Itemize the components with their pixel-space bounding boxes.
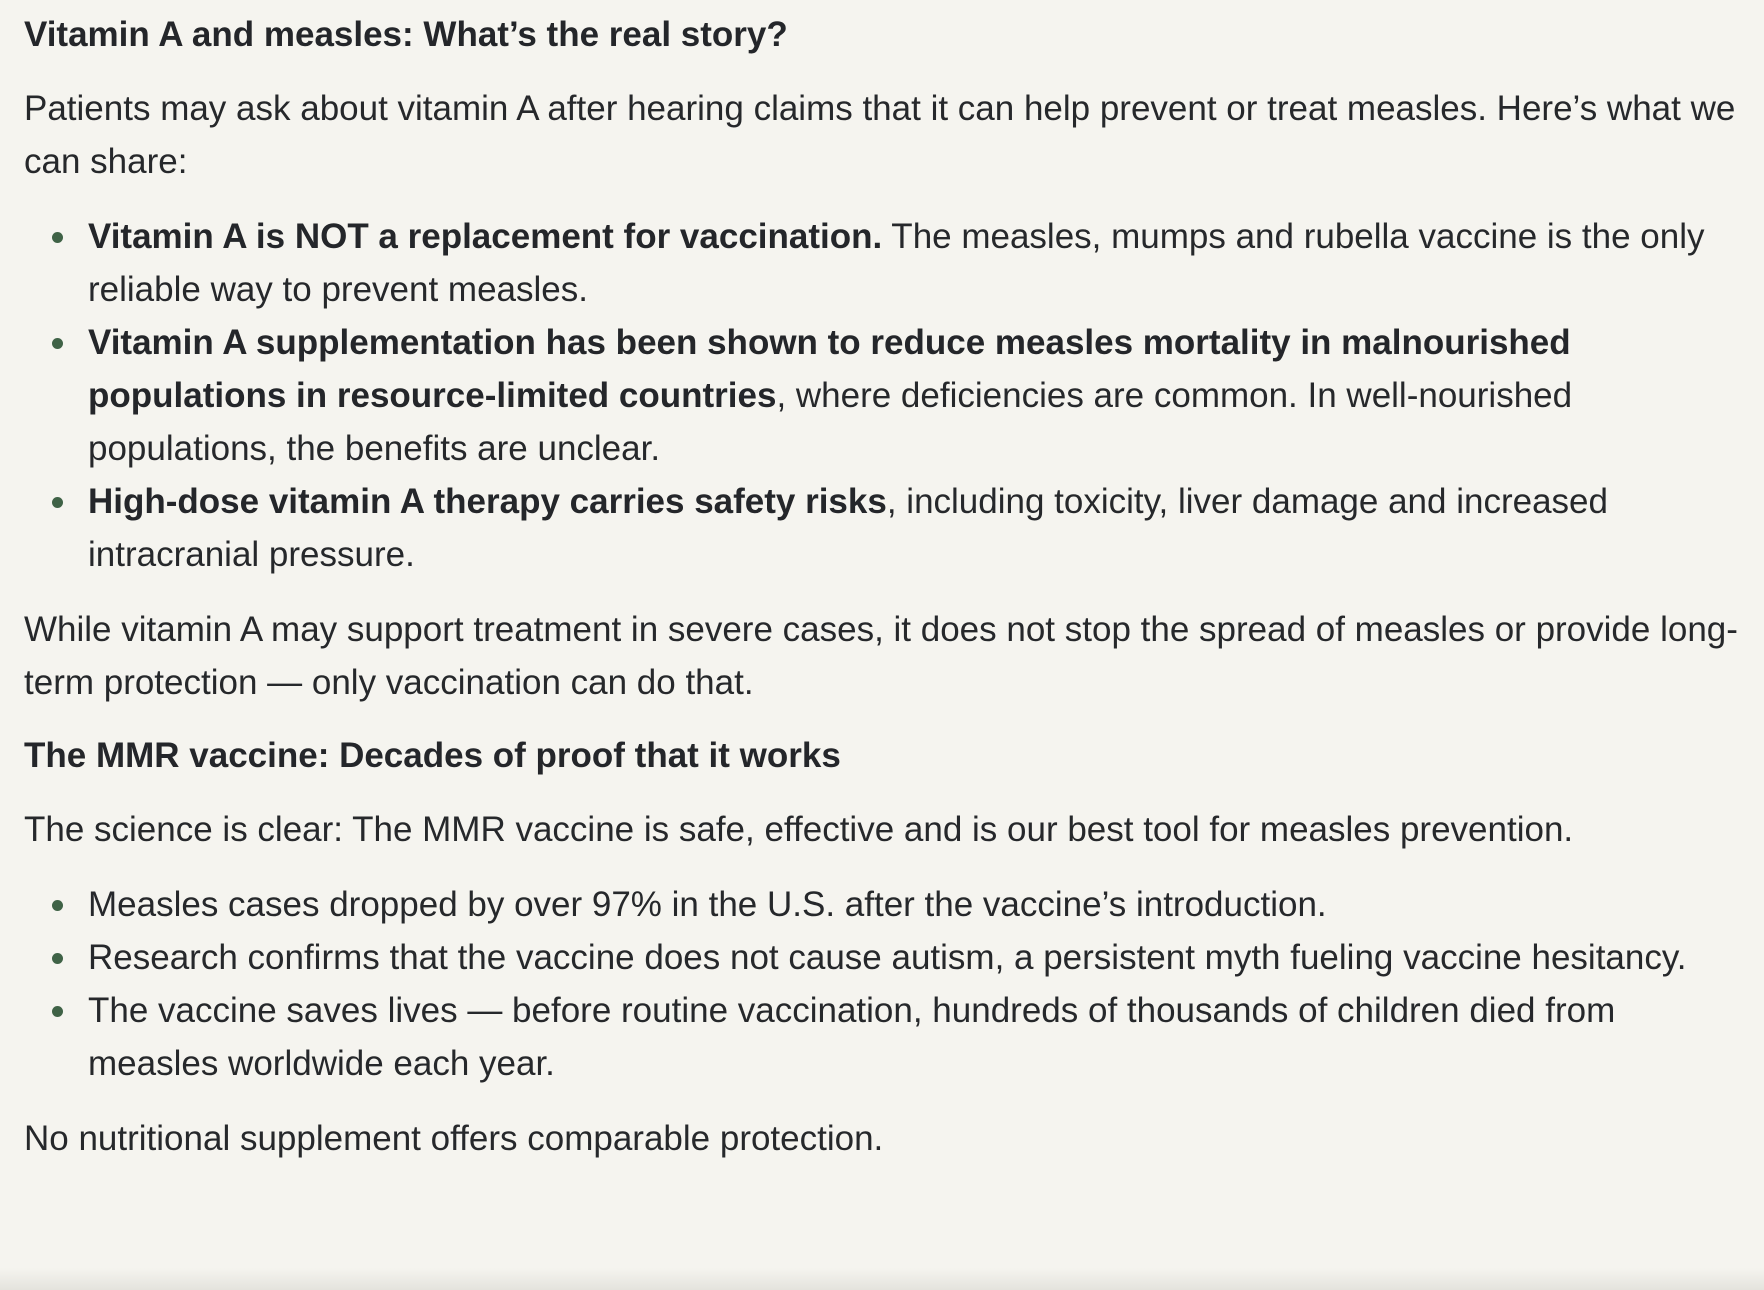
list-item-text: The vaccine saves lives — before routine vaccination, hundreds of thousands of children died from measles worldwide each year.: [88, 991, 1616, 1083]
section-closing-vitamin-a: While vitamin A may support treatment in severe cases, it does not stop the spread of measles or provide long-term protection — only vaccination can do that.: [24, 610, 1738, 702]
list-item: [88, 878, 1744, 931]
bullet-icon: [52, 1006, 63, 1017]
list-item-text: , where deficiencies are common. In well-nourished populations, the benefits are unclear.: [88, 376, 1573, 468]
bullet-icon: [52, 232, 63, 243]
bullet-icon: [52, 953, 63, 964]
list-item-text: Research confirms that the vaccine does not cause autism, a persistent myth fueling vaccine hesitancy.: [88, 938, 1687, 977]
section-heading-mmr: The MMR vaccine: Decades of proof that it works: [24, 736, 841, 775]
section-closing-mmr: No nutritional supplement offers comparable protection.: [24, 1119, 884, 1158]
list-item: [88, 984, 1744, 1090]
list-item-text: Measles cases dropped by over 97% in the U.S. after the vaccine’s introduction.: [88, 885, 1327, 924]
list-item: [88, 210, 1744, 316]
list-item-emphasis: High-dose vitamin A therapy carries safety risks: [88, 482, 887, 521]
section-heading-vitamin-a: Vitamin A and measles: What’s the real story?: [24, 15, 788, 54]
section-intro-mmr: The science is clear: The MMR vaccine is safe, effective and is our best tool for measles prevention.: [24, 810, 1574, 849]
mmr-facts-list: [24, 878, 1744, 1090]
list-item-emphasis: Vitamin A is NOT a replacement for vaccination.: [88, 217, 883, 256]
bullet-icon: [52, 497, 63, 508]
list-item: [88, 475, 1744, 581]
list-item: [88, 316, 1744, 475]
section-intro-vitamin-a: Patients may ask about vitamin A after hearing claims that it can help prevent or treat measles. Here’s what we can share:: [24, 89, 1736, 181]
bottom-edge-shadow: [0, 1268, 1764, 1290]
list-item: [88, 931, 1744, 984]
list-item-text: , including toxicity, liver damage and increased intracranial pressure.: [88, 482, 1608, 574]
bullet-icon: [52, 338, 63, 349]
list-item-text: The measles, mumps and rubella vaccine is the only reliable way to prevent measles.: [88, 217, 1705, 309]
vitamin-a-facts-list: [24, 210, 1744, 581]
list-item-emphasis: Vitamin A supplementation has been shown to reduce measles mortality in malnourished populations in resource-limited countries: [88, 323, 1571, 415]
bullet-icon: [52, 900, 63, 911]
article-body: [24, 10, 1744, 1187]
